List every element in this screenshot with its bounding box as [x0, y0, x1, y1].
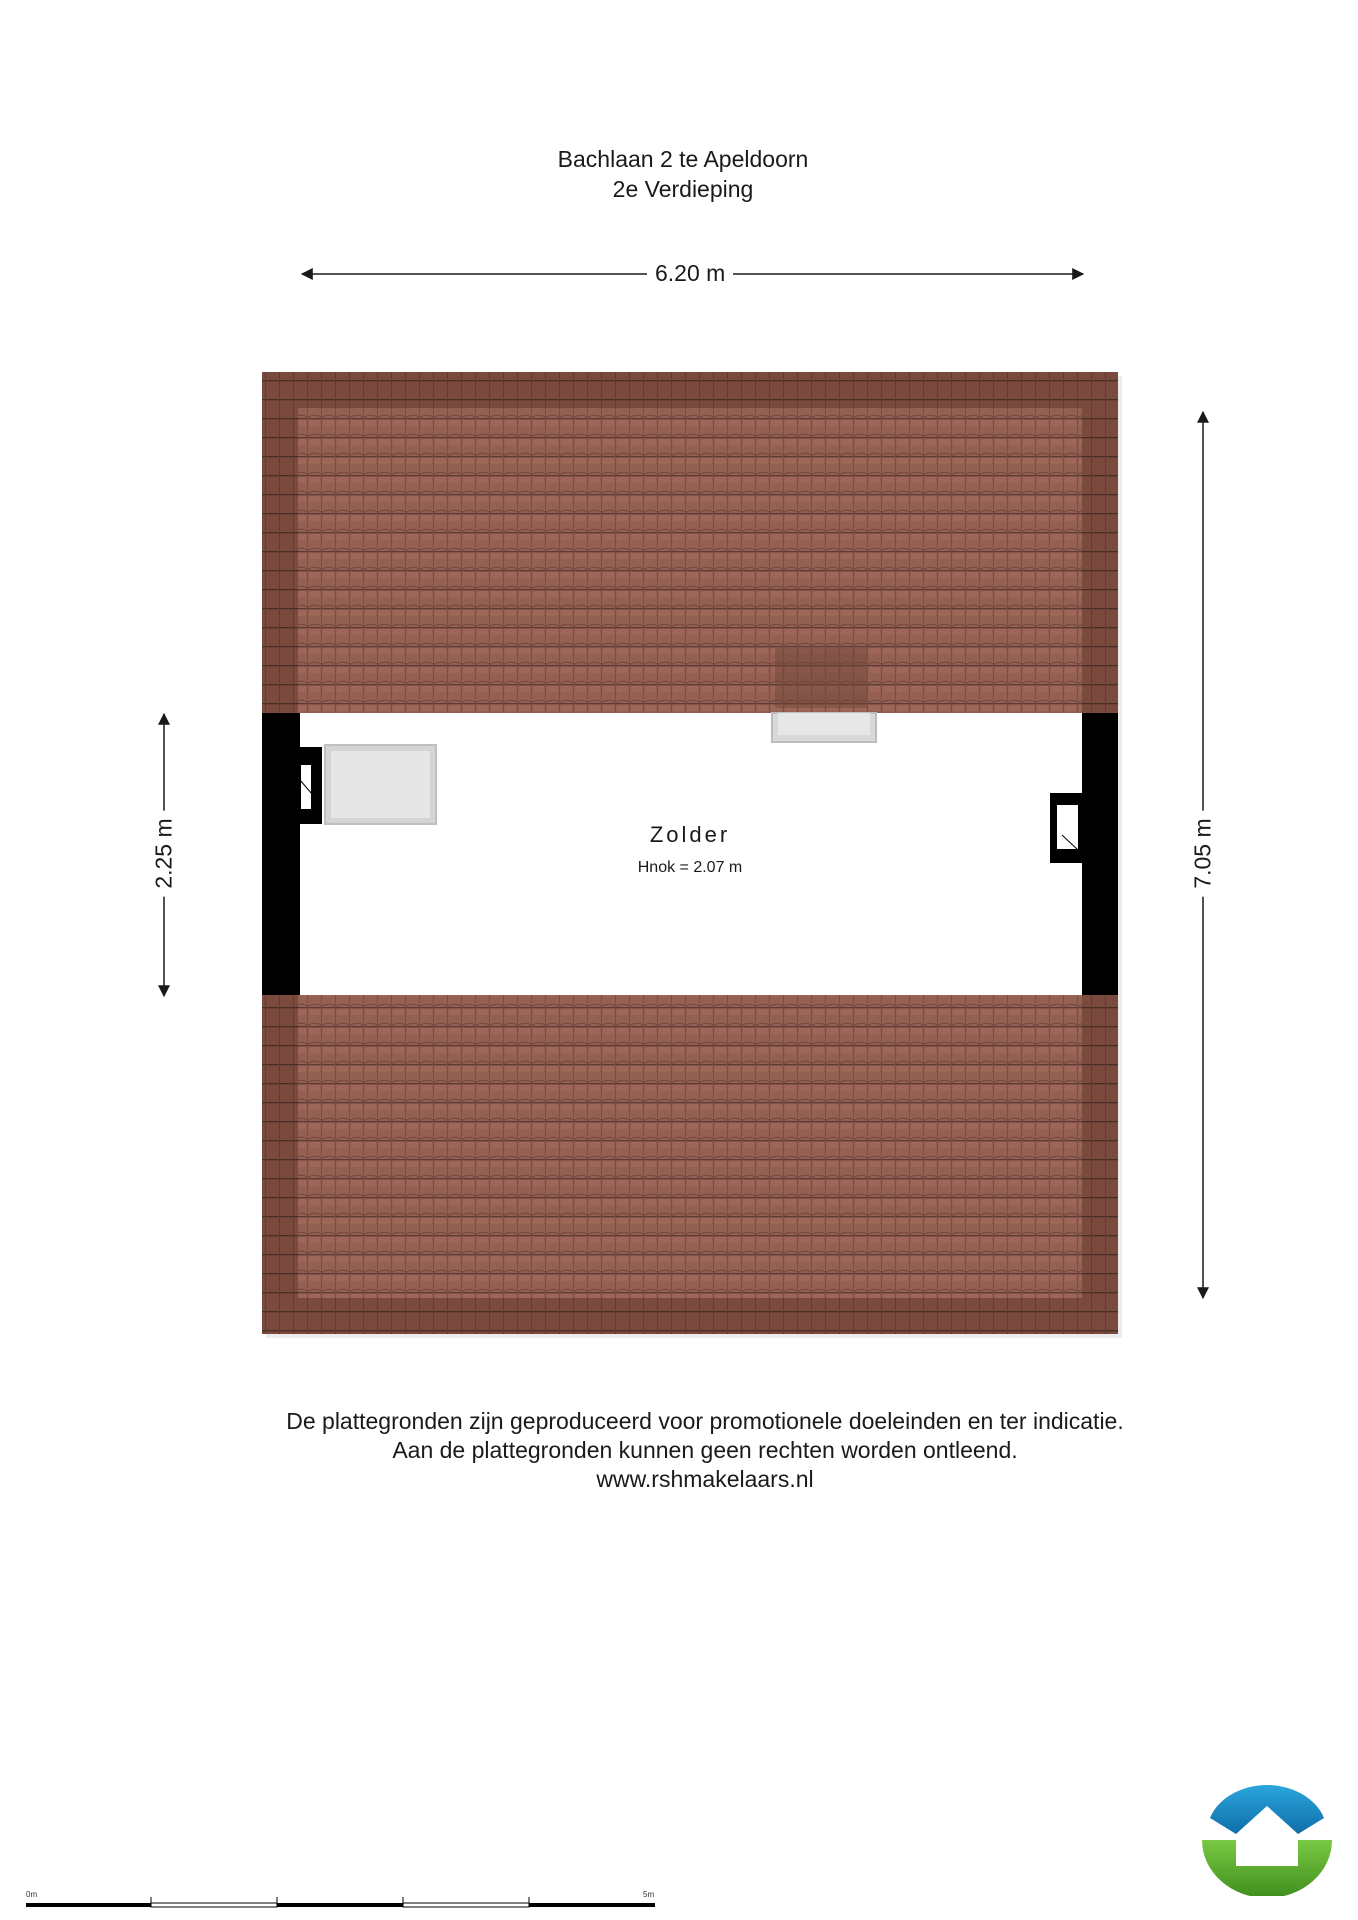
disclaimer-line-1: De plattegronden zijn geproduceerd voor promotionele doeleinden en ter indicatie. — [286, 1408, 1124, 1434]
left-window — [296, 747, 322, 824]
roof-top — [262, 372, 1118, 713]
website-link[interactable]: www.rshmakelaars.nl — [596, 1466, 814, 1492]
scale-bar — [26, 1897, 655, 1907]
scale-start-label: 0m — [26, 1890, 38, 1899]
width-dimension-label: 6.20 m — [647, 260, 733, 287]
storage-box — [325, 745, 436, 824]
roof-bottom — [262, 995, 1118, 1334]
room-width-dimension-label: 2.25 m — [151, 810, 178, 896]
left-wall — [262, 713, 300, 995]
right-wall — [1082, 713, 1118, 995]
room-height: Hnok = 2.07 m — [637, 859, 743, 876]
depth-dimension-label: 7.05 m — [1190, 810, 1217, 896]
scale-end-label: 5m — [643, 1890, 655, 1899]
house-arc-logo-icon — [1200, 1770, 1334, 1896]
floor-title: 2e Verdieping — [612, 176, 754, 202]
room-name: Zolder — [649, 822, 731, 847]
address-title: Bachlaan 2 te Apeldoorn — [557, 146, 809, 172]
disclaimer-line-2: Aan de plattegronden kunnen geen rechten worden ontleend. — [392, 1437, 1018, 1463]
disclaimer — [0, 1407, 1358, 1494]
right-window — [1050, 793, 1084, 863]
roof-skylight-shadow — [775, 648, 867, 708]
skylight-top — [772, 713, 876, 742]
